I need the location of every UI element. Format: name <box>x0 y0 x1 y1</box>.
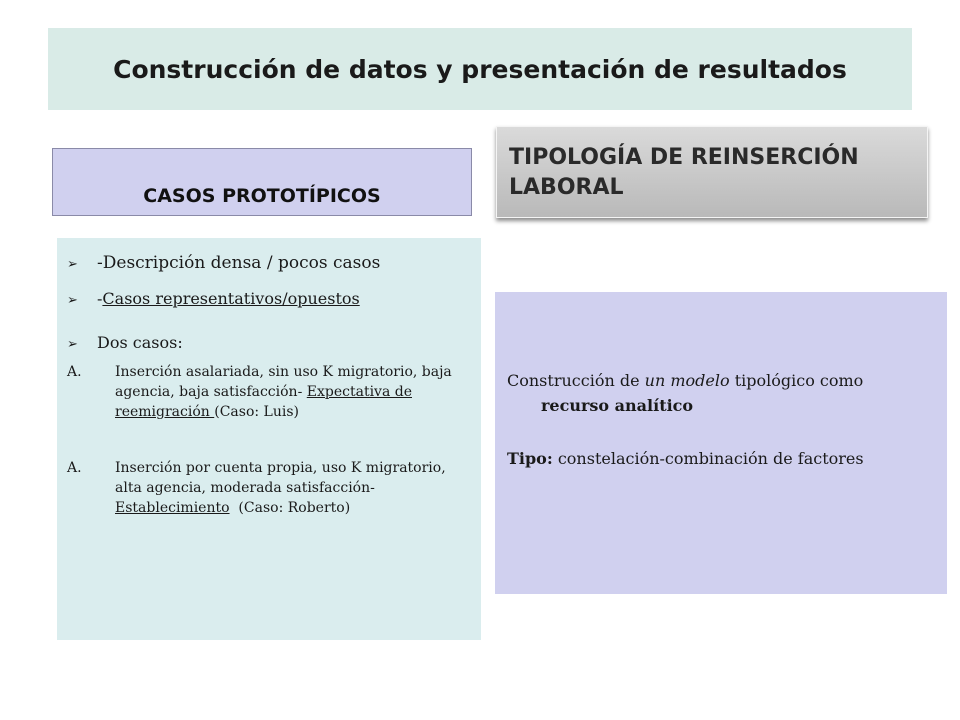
case-marker: A. <box>67 364 82 380</box>
arrow-bullet-icon: ➢ <box>67 293 78 308</box>
case-marker: A. <box>67 460 82 476</box>
bullet-text: Dos casos: <box>97 333 183 352</box>
modelo-paragraph: Construcción de un modelo tipológico como recurso analítico <box>507 371 864 415</box>
bullet-descripcion: ➢ -Descripción densa / pocos casos <box>67 252 459 276</box>
casos-header <box>52 148 472 216</box>
slide-title: Construcción de datos y presentación de resultados <box>113 54 847 84</box>
bullet-text: Casos representativos/opuestos <box>102 289 360 308</box>
bullet-dos-casos <box>67 332 459 356</box>
tipologia-header <box>496 126 928 218</box>
bullet-text: Descripción densa / pocos casos <box>102 253 381 273</box>
case-roberto: A. Inserción por cuenta propia, uso K migratorio, alta agencia, moderada satisfacción-Establecimiento (Caso: Roberto) <box>67 460 446 516</box>
arrow-bullet-icon: ➢ <box>67 337 78 352</box>
bullet-casos-representativos: ➢ -Casos representativos/opuestos <box>67 288 459 312</box>
tipologia-header-label: TIPOLOGÍA DE REINSERCIÓN LABORAL <box>509 145 859 200</box>
arrow-bullet-icon: ➢ <box>67 257 78 272</box>
case-luis: A. Inserción asalariada, sin uso K migratorio, baja agencia, baja satisfacción- Expectativa de reemigración (Caso: Luis) <box>67 364 452 420</box>
tipologia-panel <box>495 292 947 594</box>
casos-panel <box>57 238 481 640</box>
tipo-paragraph: Tipo: constelación-combinación de factores <box>507 449 864 468</box>
casos-header-label: CASOS PROTOTÍPICOS <box>143 185 381 207</box>
title-bar <box>48 28 912 110</box>
